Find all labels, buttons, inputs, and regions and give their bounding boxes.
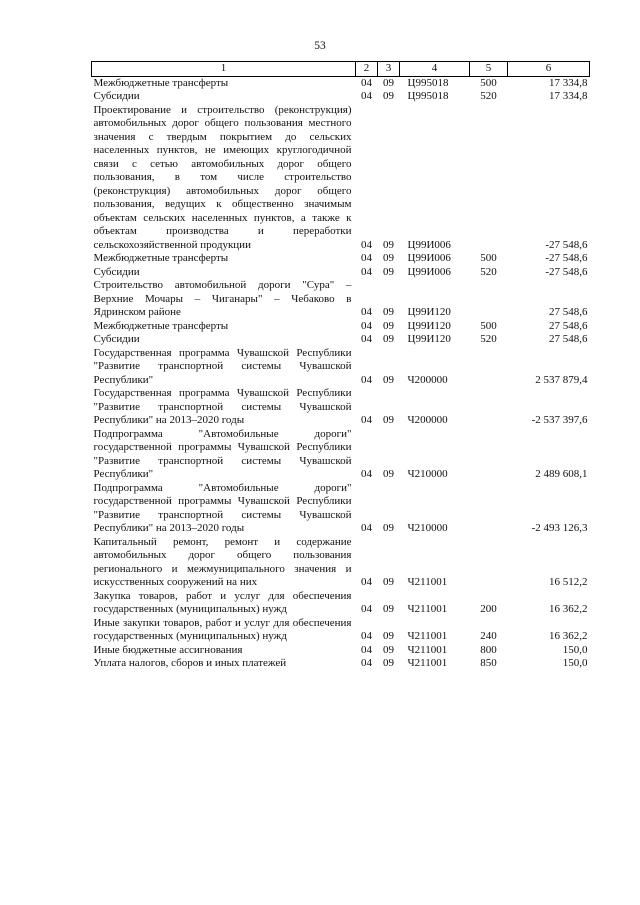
row-subsection: 09	[383, 306, 394, 318]
row-expense-type: 850	[480, 657, 497, 669]
row-target-code: Ч211001	[407, 657, 448, 669]
table-row	[92, 657, 590, 671]
row-subsection: 09	[383, 657, 394, 669]
row-expense-type: 500	[480, 76, 497, 89]
row-name: Строительство автомобильной дороги "Сура" – Верхние Мочары – Чиганары" – Чебаково в Ядринском районе	[93, 279, 352, 318]
row-section: 04	[361, 252, 372, 264]
row-amount: 2 489 608,1	[535, 468, 588, 480]
row-expense-type: 200	[480, 603, 497, 615]
row-section: 04	[361, 373, 372, 386]
row-name: Межбюджетные трансферты	[93, 252, 229, 264]
row-subsection: 09	[383, 468, 394, 480]
row-subsection: 09	[383, 319, 394, 332]
row-amount: 16 362,2	[549, 603, 588, 615]
row-section: 04	[361, 333, 372, 345]
row-target-code: Ч211001	[407, 603, 448, 615]
page-number: 53	[314, 40, 326, 52]
row-name: Субсидии	[93, 90, 140, 102]
row-amount: 16 362,2	[549, 630, 588, 642]
row-target-code: Ц99И006	[407, 252, 451, 264]
row-section: 04	[361, 90, 372, 102]
row-expense-type: 500	[480, 252, 497, 264]
row-amount: 150,0	[562, 643, 588, 656]
row-expense-type: 500	[480, 319, 497, 332]
row-target-code: Ч210000	[407, 468, 448, 480]
header-row	[92, 62, 590, 77]
row-section: 04	[361, 306, 372, 318]
table-row	[92, 536, 590, 590]
column-header: 3	[378, 62, 400, 77]
column-header: 1	[92, 62, 356, 77]
row-name: Государственная программа Чувашской Республики "Развитие транспортной системы Чувашской Республики" на 2013–2020 годы	[93, 387, 352, 426]
column-header: 5	[470, 62, 508, 77]
row-target-code: Ч211001	[407, 630, 448, 642]
column-header: 4	[400, 62, 470, 77]
table-row	[92, 644, 590, 658]
row-subsection: 09	[383, 603, 394, 615]
row-subsection: 09	[383, 252, 394, 264]
row-expense-type: 520	[480, 265, 497, 278]
row-expense-type: 240	[480, 630, 497, 642]
row-name: Закупка товаров, работ и услуг для обеспечения государственных (муниципальных) нужд	[93, 589, 352, 615]
row-target-code: Ц99И120	[407, 319, 451, 332]
row-section: 04	[361, 414, 372, 426]
row-subsection: 09	[383, 90, 394, 102]
row-section: 04	[361, 265, 372, 278]
row-expense-type	[470, 104, 508, 253]
row-expense-type	[470, 482, 508, 536]
row-subsection: 09	[383, 333, 394, 345]
row-target-code: Ч211001	[407, 576, 448, 588]
row-name: Межбюджетные трансферты	[93, 76, 229, 89]
row-target-code: Ц995018	[407, 90, 449, 102]
row-amount: -27 548,6	[545, 265, 588, 278]
row-subsection: 09	[383, 630, 394, 642]
row-section: 04	[361, 643, 372, 656]
row-amount: -27 548,6	[545, 252, 588, 264]
table-row	[92, 76, 590, 90]
row-target-code: Ч210000	[407, 522, 448, 534]
row-section: 04	[361, 576, 372, 588]
row-amount: -27 548,6	[545, 238, 588, 251]
row-amount: 150,0	[562, 657, 588, 669]
row-target-code: Ч200000	[407, 414, 448, 426]
row-subsection: 09	[383, 414, 394, 426]
row-expense-type	[470, 279, 508, 320]
row-target-code: Ц99И120	[407, 333, 451, 345]
row-amount: 16 512,2	[549, 576, 588, 588]
column-header: 6	[508, 62, 590, 77]
row-section: 04	[361, 603, 372, 615]
table-row	[92, 482, 590, 536]
row-expense-type: 800	[480, 643, 497, 656]
row-subsection: 09	[383, 643, 394, 656]
row-name: Проектирование и строительство (реконструкция) автомобильных дорог общего пользования местного значения с твердым покрытием до сельских населенных пунктов, не имеющих круглогодичной связи с сетью автомобильных дорог общего пользования, в том числе строительство (реконструкция) автомобильных дорог общего пользования, ведущих к общественно значимым объектам сельских населенных пунктов, а также к объектам производства и переработки сельскохозяйственной продукции	[93, 103, 352, 251]
row-target-code: Ч211001	[407, 643, 448, 656]
row-name: Подпрограмма "Автомобильные дороги" государственной программы Чувашской Республики "Развитие транспортной системы Чувашской Республики"	[93, 427, 352, 480]
row-name: Подпрограмма "Автомобильные дороги" государственной программы Чувашской Республики "Развитие транспортной системы Чувашской Республики" на 2013–2020 годы	[93, 481, 352, 534]
row-expense-type	[470, 387, 508, 428]
table-row	[92, 428, 590, 482]
table-row	[92, 387, 590, 428]
row-amount: -2 537 397,6	[531, 414, 588, 426]
row-section: 04	[361, 630, 372, 642]
row-amount: 27 548,6	[549, 319, 588, 332]
row-target-code: Ч200000	[407, 373, 448, 386]
row-amount: -2 493 126,3	[531, 522, 588, 534]
table-row	[92, 590, 590, 617]
table-row	[92, 266, 590, 280]
row-section: 04	[361, 76, 372, 89]
row-subsection: 09	[383, 265, 394, 278]
row-name: Капитальный ремонт, ремонт и содержание автомобильных дорог общего пользования регионального и межмуниципального значения и искусственных сооружений на них	[93, 535, 352, 588]
table-row	[92, 279, 590, 320]
row-name: Межбюджетные трансферты	[93, 319, 229, 332]
row-expense-type: 520	[480, 333, 497, 345]
row-subsection: 09	[383, 76, 394, 89]
row-section: 04	[361, 238, 372, 251]
row-name: Субсидии	[93, 265, 140, 278]
row-section: 04	[361, 522, 372, 534]
row-amount: 17 334,8	[549, 76, 588, 89]
row-target-code: Ц995018	[407, 76, 449, 89]
table-header	[92, 62, 590, 77]
row-name: Государственная программа Чувашской Республики "Развитие транспортной системы Чувашской Республики"	[93, 346, 352, 386]
table-row	[92, 347, 590, 388]
table-row	[92, 104, 590, 253]
row-subsection: 09	[383, 522, 394, 534]
table-row	[92, 90, 590, 104]
row-subsection: 09	[383, 576, 394, 588]
row-amount: 17 334,8	[549, 90, 588, 102]
column-header: 2	[356, 62, 378, 77]
row-subsection: 09	[383, 373, 394, 386]
table-row	[92, 617, 590, 644]
row-expense-type	[470, 536, 508, 590]
row-section: 04	[361, 319, 372, 332]
table-row	[92, 333, 590, 347]
row-name: Иные бюджетные ассигнования	[93, 643, 243, 656]
row-expense-type	[470, 428, 508, 482]
table-body	[92, 76, 590, 671]
row-subsection: 09	[383, 238, 394, 251]
row-target-code: Ц99И006	[407, 238, 451, 251]
row-expense-type	[470, 347, 508, 388]
budget-table	[91, 61, 590, 671]
row-name: Иные закупки товаров, работ и услуг для обеспечения государственных (муниципальных) нужд	[93, 616, 352, 642]
row-amount: 27 548,6	[549, 333, 588, 345]
row-section: 04	[361, 657, 372, 669]
row-name: Субсидии	[93, 333, 140, 345]
table-row	[92, 320, 590, 334]
row-target-code: Ц99И120	[407, 306, 451, 318]
row-amount: 27 548,6	[549, 306, 588, 318]
table-row	[92, 252, 590, 266]
row-amount: 2 537 879,4	[535, 373, 588, 386]
row-name: Уплата налогов, сборов и иных платежей	[93, 657, 287, 669]
row-target-code: Ц99И006	[407, 265, 451, 278]
row-section: 04	[361, 468, 372, 480]
row-expense-type: 520	[480, 90, 497, 102]
